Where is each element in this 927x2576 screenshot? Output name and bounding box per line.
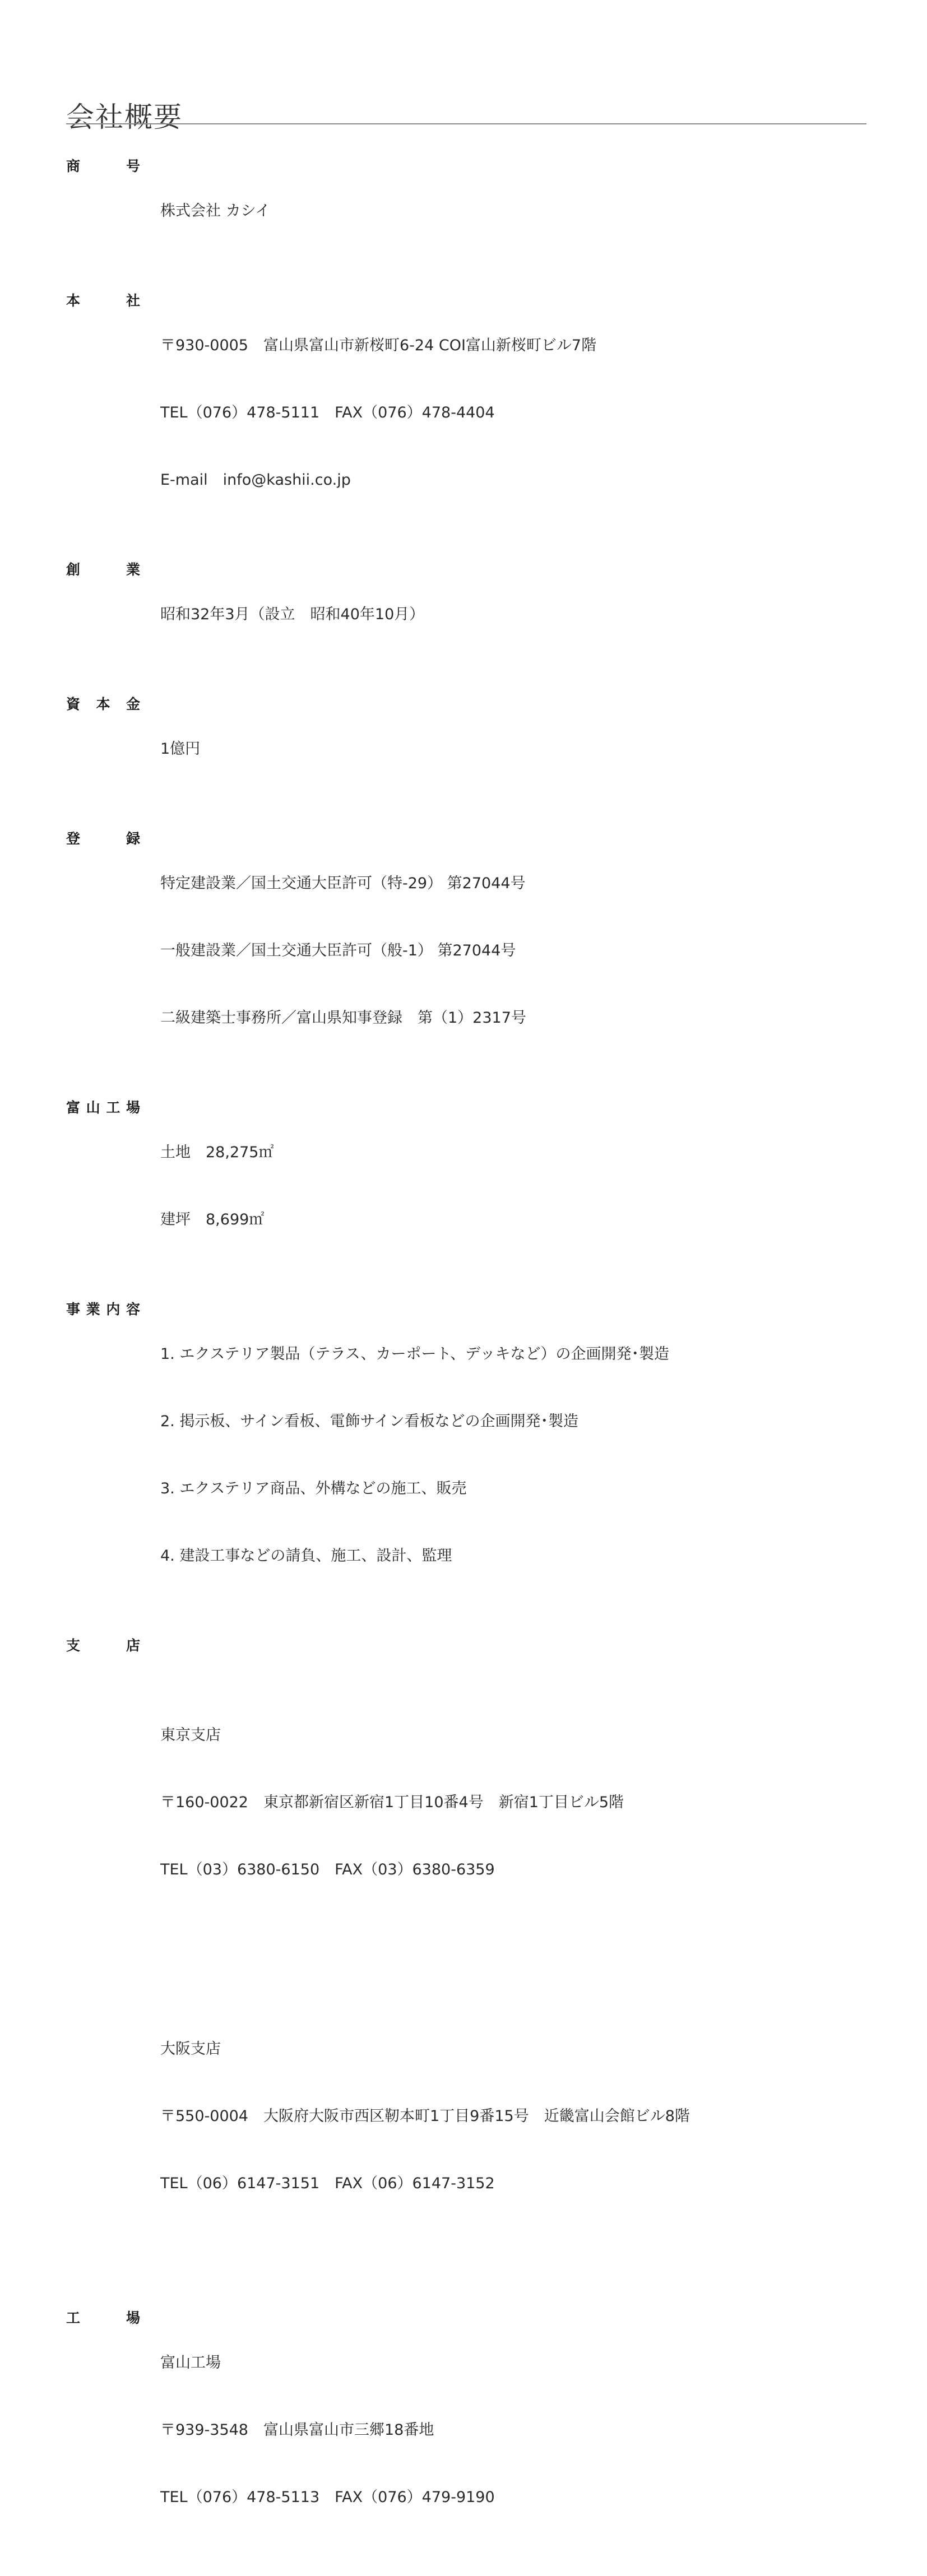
label-char: 場 — [126, 1099, 140, 1116]
info-values-trade-name — [160, 155, 270, 267]
info-row-head-office — [66, 290, 866, 536]
label-char: 事 — [66, 1301, 81, 1317]
info-label-branches — [66, 1635, 140, 1657]
info-values-business — [160, 1298, 669, 1612]
label-char: 場 — [126, 2310, 140, 2326]
label-char: 社 — [126, 293, 140, 309]
info-label-factory — [66, 2307, 140, 2329]
info-values-founded — [160, 559, 424, 671]
branch-address: 〒550-0004 大阪府大阪市西区靭本町1丁目9番15号 近畿富山会館ビル8階 — [160, 2108, 690, 2125]
title-divider — [66, 123, 866, 124]
factory-name: 富山工場 — [160, 2354, 221, 2371]
info-label-registration — [66, 828, 140, 850]
info-values-head-office — [160, 290, 596, 536]
business-item: 1. エクステリア製品（テラス、カーポート、デッキなど）の企画開発･製造 — [160, 1345, 670, 1363]
plant-land-area: 土地 28,275㎡ — [160, 1144, 274, 1161]
label-char: 金 — [126, 696, 140, 712]
info-row-trade-name — [66, 155, 866, 267]
label-char: 創 — [66, 561, 81, 578]
info-values-branches — [160, 1635, 690, 2285]
company-info-list — [66, 155, 866, 2576]
info-label-founded — [66, 559, 140, 581]
info-row-toyama-plant — [66, 1097, 866, 1276]
info-values-toyama-plant — [160, 1097, 274, 1276]
label-char: 本 — [96, 696, 110, 712]
info-row-branches — [66, 1635, 866, 2285]
head-office-phone-fax: TEL（076）478-5111 FAX（076）478-4404 — [160, 404, 495, 421]
plant-building-area: 建坪 8,699㎡ — [160, 1211, 265, 1228]
label-char: 富 — [66, 1099, 81, 1116]
label-char: 本 — [66, 293, 81, 309]
info-row-factory — [66, 2307, 866, 2554]
info-row-founded — [66, 559, 866, 671]
branch-name: 東京支店 — [160, 1726, 221, 1744]
head-office-address: 〒930-0005 富山県富山市新桜町6-24 COI富山新桜町ビル7階 — [160, 337, 597, 354]
info-row-registration — [66, 828, 866, 1074]
label-char: 業 — [126, 561, 140, 578]
info-values-capital — [160, 693, 200, 805]
label-char: 工 — [66, 2310, 81, 2326]
label-char: 工 — [106, 1099, 120, 1116]
branch-address: 〒160-0022 東京都新宿区新宿1丁目10番4号 新宿1丁目ビル5階 — [160, 1794, 624, 1811]
label-char: 内 — [106, 1301, 120, 1317]
branch-phone-fax: TEL（06）6147-3151 FAX（06）6147-3152 — [160, 2175, 495, 2192]
registration-line: 特定建設業／国土交通大臣許可（特-29） 第27044号 — [160, 875, 526, 892]
registration-line: 一般建設業／国土交通大臣許可（般-1） 第27044号 — [160, 942, 516, 959]
label-char: 録 — [126, 830, 140, 847]
label-char: 山 — [86, 1099, 100, 1116]
business-item: 3. エクステリア商品、外構などの施工、販売 — [160, 1480, 467, 1497]
founded-date: 昭和32年3月（設立 昭和40年10月） — [160, 606, 425, 623]
factory-phone-fax: TEL（076）478-5113 FAX（076）479-9190 — [160, 2489, 495, 2506]
label-char: 店 — [126, 1637, 140, 1654]
label-char: 商 — [66, 158, 81, 174]
label-char: 業 — [86, 1301, 100, 1317]
info-label-toyama-plant — [66, 1097, 140, 1119]
branch-tokyo — [160, 1679, 690, 1926]
info-values-registration — [160, 828, 526, 1074]
label-char: 号 — [126, 158, 140, 174]
label-char: 登 — [66, 830, 81, 847]
branch-osaka — [160, 1993, 690, 2240]
info-label-trade-name — [66, 155, 140, 178]
label-char: 資 — [66, 696, 81, 712]
info-row-business — [66, 1298, 866, 1612]
factory-address: 〒939-3548 富山県富山市三郷18番地 — [160, 2421, 434, 2439]
business-item: 4. 建設工事などの請負、施工、設計、監理 — [160, 1547, 452, 1565]
registration-line: 二級建築士事務所／富山県知事登録 第（1）2317号 — [160, 1009, 526, 1027]
info-label-head-office — [66, 290, 140, 312]
info-values-factory — [160, 2307, 495, 2554]
head-office-email: E-mail info@kashii.co.jp — [160, 471, 351, 489]
info-row-capital — [66, 693, 866, 805]
branch-name: 大阪支店 — [160, 2040, 221, 2058]
page-title: 会社概要 — [66, 100, 183, 133]
capital-amount: 1億円 — [160, 740, 201, 758]
label-char: 支 — [66, 1637, 81, 1654]
company-name: 株式会社 カシイ — [160, 202, 271, 220]
info-label-business — [66, 1298, 140, 1321]
branch-phone-fax: TEL（03）6380-6150 FAX（03）6380-6359 — [160, 1861, 495, 1878]
label-char: 容 — [126, 1301, 140, 1317]
info-label-capital — [66, 693, 140, 716]
business-item: 2. 掲示板、サイン看板、電飾サイン看板などの企画開発･製造 — [160, 1413, 579, 1430]
